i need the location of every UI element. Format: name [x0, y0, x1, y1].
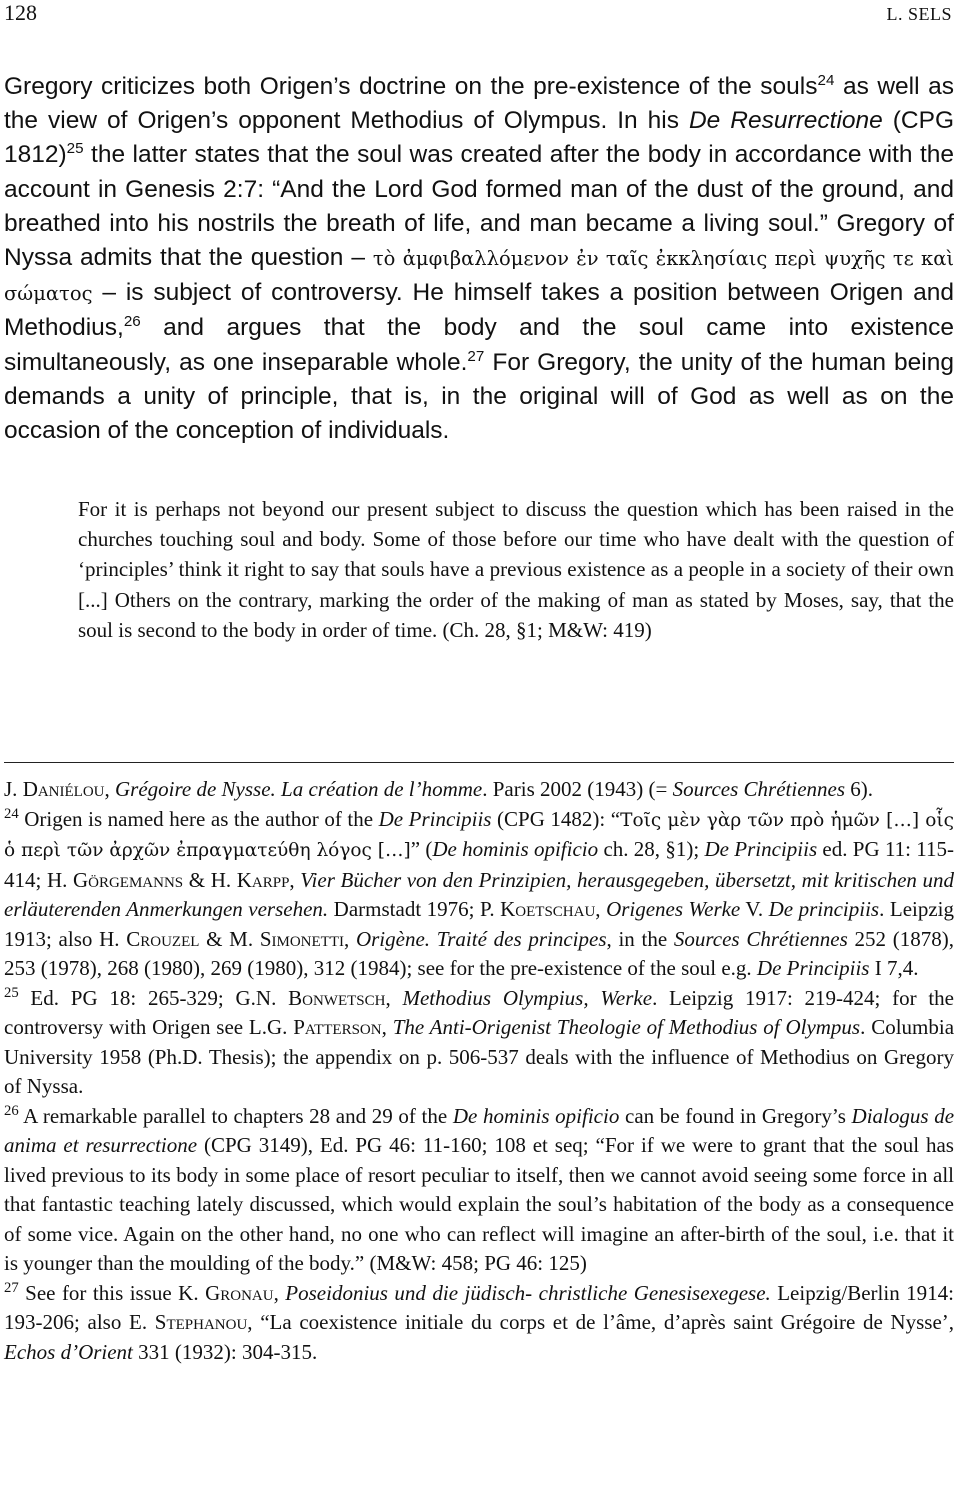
footnote-number: 24: [4, 805, 19, 822]
footnote-ref-26[interactable]: 26: [123, 313, 141, 331]
footnote-24: $^{24}$ Origen is named here as the author of the De Principiis (CPG 1482): “Τοῖς μὲν γὰρ τῶν πρὸ ἡμῶν […] οἷς ὁ περὶ τῶν ἀρχῶν ἐπραγματεύθη λόγος […]” (De hominis opificio ch. 28, §1); De Principiis ed. PG 11: 115-414; H. Görgemanns & H. Karpp, Vier Bücher von den Prinzipien, herausgegeben, übersetzt, mit kritischen und erläuterenden Anmerkungen versehen. Darmstadt 1976; P. Koetschau, Origenes Werke V. De principiis. Leipzig 1913; also H. Crouzel & M. Simonetti, Origène. Traité des principes, in the Sources Chrétiennes 252 (1878), 253 (1978), 268 (1980), 269 (1980), 312 (1984); see for the pre-existence of the soul e.g. De Principiis I 7,4.: [4, 805, 955, 980]
footnote-26: $^{26}$ A remarkable parallel to chapters 28 and 29 of the De hominis opificio can be found in Gregory’s Dialogus de anima et resurrectione (CPG 3149), Ed. PG 46: 11-160; 108 et seq; “For if we were to grant that the soul has lived previous to its body in some place of resort peculiar to itself, then we cannot avoid seeing some force in all that fantastic teaching lately discussed, which would explain the soul’s habitation of the body as a consequence of some vice. Again on the other hand, no one who can reflect will imagine an after-birth of the soul, i.e. that it is younger than the moulding of the body.” (M&W: 458; PG 46: 125): [4, 1102, 955, 1275]
greek-phrase: τὸ ἀμφιβαλλόμενον ἐν ταῖς ἐκκλησίαις περὶ ψυχῆς τε καὶ σώματος: [4, 247, 955, 306]
footnote-number: 25: [4, 984, 19, 1001]
footnote-ref-24[interactable]: 24: [817, 71, 835, 89]
block-quote: For it is perhaps not beyond our present subject to discuss the question which has been raised in the churches touching soul and body. Some of those before our time who have dealt with the question of ‘principles’ think it right to say that souls have a previous existence as a people in a society of their own [...] Others on the contrary, marking the order of the making of man as stated by Moses, say, that the soul is second to the body in order of time. (Ch. 28, §1; M&W: 419): [78, 497, 954, 642]
greek-quotation: Τοῖς μὲν γὰρ τῶν πρὸ ἡμῶν […] οἷς ὁ περὶ τῶν ἀρχῶν ἐπραγματεύθη λόγος […]: [4, 809, 954, 861]
footnote-25: $^{25}$ Ed. PG 18: 265-329; G.N. Bonwetsch, Methodius Olympius, Werke. Leipzig 1917: 219-424; for the controversy with Origen see L.G. Patterson, The Anti-Origenist Theologie of Methodius of Olympus. Columbia University 1958 (Ph.D. Thesis); the appendix on p. 506-537 deals with the influence of Methodius on Gregory of Nyssa.: [4, 984, 955, 1098]
footnote-continuation: J. Daniélou, Grégoire de Nysse. La création de l’homme. Paris 2002 (1943) (= Sources Chrétiennes 6).: [4, 777, 874, 801]
page-number: 128: [4, 0, 37, 25]
footnote-separator: [4, 762, 954, 763]
footnote-ref-25[interactable]: 25: [66, 140, 84, 158]
footnote-ref-27[interactable]: 27: [467, 347, 485, 365]
footnote-number: 26: [4, 1102, 19, 1119]
footnote-number: 27: [4, 1279, 19, 1296]
running-header: [4, 0, 952, 26]
work-title: De Resurrectione: [688, 107, 883, 135]
body-paragraph: Gregory criticizes both Origen’s doctrine on the pre-existence of the souls$^{24}$ as well as the view of Origen’s opponent Methodius of Olympus. In his De Resurrectione (CPG 1812)$^{25}$ the latter states that the soul was created after the body in accordance with the account in Genesis 2:7: “And the Lord God formed man of the dust of the ground, and breathed into his nostrils the breath of life, and man became a living soul.” Gregory of Nyssa admits that the question – τὸ ἀμφιβαλλόμενον ἐν ταῖς ἐκκλησίαις περὶ ψυχῆς τε καὶ σώματος – is subject of controversy. He himself takes a position between Origen and Methodius,$^{26}$ and argues that the body and the soul came into existence simultaneously, as one inseparable whole.$^{27}$ For Gregory, the unity of the human being demands a unity of principle, that is, in the original will of God as well as on the occasion of the conception of individuals.: [4, 71, 955, 445]
footnotes: [4, 775, 954, 1367]
footnote-27: $^{27}$ See for this issue K. Gronau, Poseidonius und die jüdisch- christliche Genesisexegese. Leipzig/Berlin 1914: 193-206; also E. Stephanou, “La coexistence initiale du corps et de l’âme, d’après saint Grégoire de Nysse’, Echos d’Orient 331 (1932): 304-315.: [4, 1279, 955, 1364]
running-head-author: L. SELS: [886, 4, 952, 24]
